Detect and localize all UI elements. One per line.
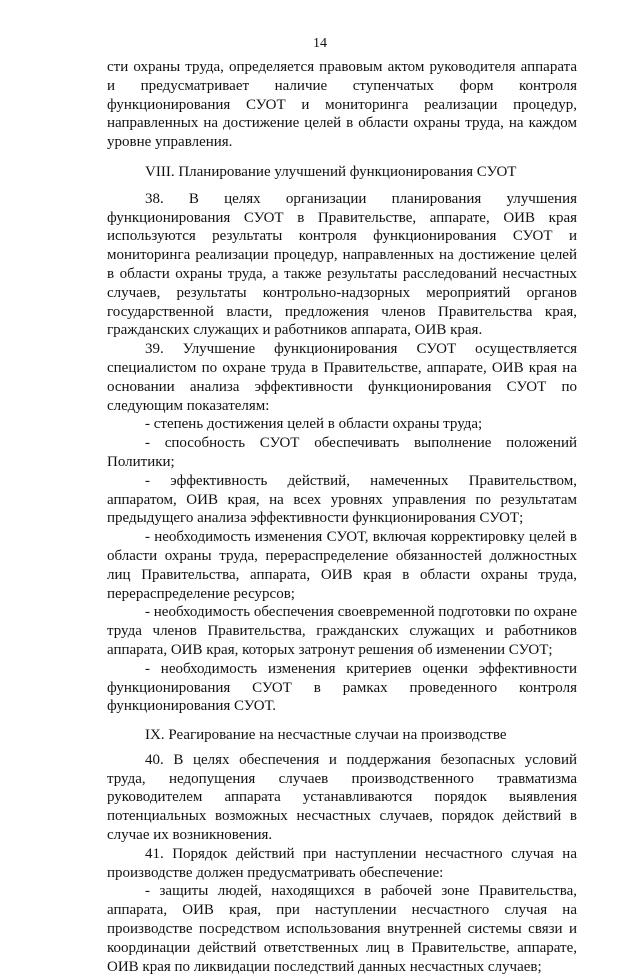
list-item: - необходимость обеспечения своевременной подготовки по охране труда членов Правительства, гражданских служащих и работников аппарата, ОИВ края, которых затронут решения об изменении СУОТ; bbox=[107, 604, 577, 658]
list-item: - способность СУОТ обеспечивать выполнение положений Политики; bbox=[107, 435, 577, 470]
list-item: - степень достижения целей в области охраны труда; bbox=[145, 416, 483, 433]
paragraph-continuation: сти охраны труда, определяется правовым актом руководителя аппарата и предусматривает наличие ступенчатых форм контроля функционирования СУОТ и мониторинга реализации процедур, направленных на достижение целей в области охраны труда, на каждом уровне управления. bbox=[107, 59, 577, 151]
paragraph-39: 39. Улучшение функционирования СУОТ осуществляется специалистом по охране труда в Правительстве, аппарате, ОИВ края на основании анализа эффективности функционирования СУОТ по следующим показателям: bbox=[107, 341, 577, 414]
section-heading-viii: VIII. Планирование улучшений функционирования СУОТ bbox=[145, 163, 517, 180]
document-body bbox=[107, 58, 577, 976]
list-item: - защиты людей, находящихся в рабочей зоне Правительства, аппарата, ОИВ края, при наступлении несчастного случая на производстве посредством использования внутренней системы связи и координации действий ответственных лиц в Правительстве, аппарате, ОИВ края по ликвидации последствий данных несчастных случаев; bbox=[107, 883, 577, 975]
paragraph-38: 38. В целях организации планирования улучшения функционирования СУОТ в Правительстве, аппарате, ОИВ края используются результаты контроля функционирования СУОТ и мониторинга реализации процедур, направленных на достижение целей в области охраны труда, а также результаты расследований несчастных случаев, результаты контрольно-надзорных мероприятий органов государственной власти, предложения членов Правительства края, гражданских служащих и работников аппарата, ОИВ края. bbox=[107, 190, 577, 339]
list-item: - эффективность действий, намеченных Правительством, аппаратом, ОИВ края, на всех уровнях управления по результатам предыдущего анализа эффективности функционирования СУОТ; bbox=[107, 472, 577, 527]
paragraph-41: 41. Порядок действий при наступлении несчастного случая на производстве должен предусматривать обеспечение: bbox=[107, 845, 577, 881]
page-number: 14 bbox=[313, 36, 327, 51]
list-item: - необходимость изменения СУОТ, включая корректировку целей в области охраны труда, перераспределение обязанностей должностных лиц Правительства, аппарата, ОИВ края в области охраны труда, перераспределение ресурсов; bbox=[107, 529, 577, 602]
list-item: - необходимость изменения критериев оценки эффективности функционирования СУОТ в рамках проведенного контроля функционирования СУОТ. bbox=[107, 660, 577, 715]
paragraph-40: 40. В целях обеспечения и поддержания безопасных условий труда, недопущения случаев производственного травматизма руководителем аппарата устанавливаются порядок выявления потенциальных возможных несчастных случаев, порядок действий в случае их возникновения. bbox=[107, 751, 577, 844]
section-heading-ix: IX. Реагирование на несчастные случаи на производстве bbox=[145, 727, 507, 744]
